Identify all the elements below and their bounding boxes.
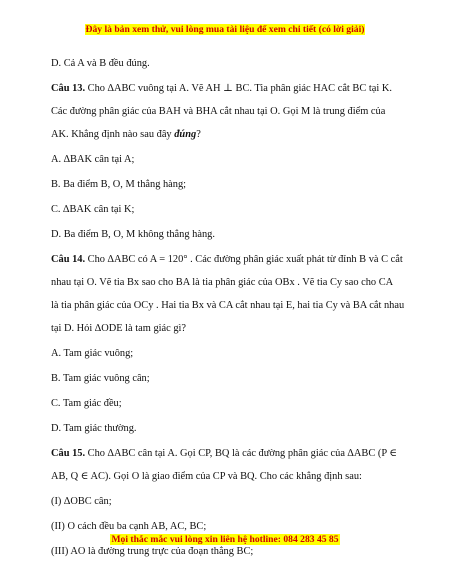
- prev-option-d: D. Cả A và B đều đúng.: [51, 58, 150, 69]
- question-text: Các đường phân giác của BAH và BHA cắt nhau tại O. Gọi M là trung điểm của: [51, 106, 386, 117]
- question-13: Câu 13. Cho ∆ABC vuông tại A. Vẽ AH ⊥ BC. Tia phân giác HAC cắt BC tại K. Các đường phân giác của BAH và BHA cắt nhau tại O. Gọi M là trung điểm của AK. Khẳng định nào sau đây đúng? A. ∆BAK cân tại A; B. Ba điểm B, O, M thẳng hàng; C. ∆BAK cân tại K; D. Ba điểm B, O, M không thẳng hàng.: [51, 81, 403, 243]
- footer-notice: Mọi thắc mắc vui lòng xin liên hệ hotline: 084 283 45 85: [111, 534, 339, 545]
- answer-option-b: B. Ba điểm B, O, M thẳng hàng;: [51, 179, 187, 190]
- statement-2: (II) O cách đều ba cạnh AB, AC, BC;: [51, 521, 207, 532]
- emphasis-text: đúng: [174, 129, 197, 140]
- answer-option-d: D. Tam giác thường.: [51, 423, 137, 434]
- question-text: là tia phân giác của OCy . Hai tia Bx và CA cắt nhau tại E, hai tia Cy và BA cắt nhau: [51, 300, 405, 311]
- answer-option-b: B. Tam giác vuông cân;: [51, 373, 150, 384]
- question-text: nhau tại O. Vẽ tia Bx sao cho BA là tia phân giác của OBx . Vẽ tia Cy sao cho CA: [51, 277, 394, 288]
- statement-1: (I) ∆OBC cân;: [51, 496, 112, 507]
- question-text: AK. Khẳng định nào sau đây: [51, 129, 175, 140]
- question-14: [51, 252, 403, 437]
- question-text: tại D. Hỏi ∆ODE là tam giác gì?: [51, 323, 187, 334]
- answer-option-d: D. Ba điểm B, O, M không thẳng hàng.: [51, 229, 215, 240]
- document-content: [51, 56, 403, 560]
- answer-option-c: C. Tam giác đều;: [51, 398, 122, 409]
- answer-option-a: A. ∆BAK cân tại A;: [51, 154, 135, 165]
- question-text: AB, Q ∈ AC). Gọi O là giao điểm của CP và BQ. Cho các khẳng định sau:: [51, 471, 362, 482]
- question-text: Cho ∆ABC có A = 120° . Các đường phân giác xuất phát từ đỉnh B và C cắt: [85, 254, 403, 265]
- question-text: Cho ∆ABC vuông tại A. Vẽ AH ⊥ BC. Tia phân giác HAC cắt BC tại K.: [85, 83, 392, 94]
- question-title: Câu 13.: [51, 83, 86, 94]
- question-title: Câu 15.: [51, 448, 86, 459]
- answer-option-c: C. ∆BAK cân tại K;: [51, 204, 135, 215]
- question-text: Cho ∆ABC cân tại A. Gọi CP, BQ là các đường phân giác của ∆ABC (P ∈: [85, 448, 398, 459]
- question-title: Câu 14.: [51, 254, 86, 265]
- statement-3: (III) AO là đường trung trực của đoạn thẳng BC;: [51, 546, 254, 557]
- answer-option-a: A. Tam giác vuông;: [51, 348, 134, 359]
- header-notice: Đây là bản xem thử, vui lòng mua tài liệu để xem chi tiết (có lời giải): [85, 24, 365, 35]
